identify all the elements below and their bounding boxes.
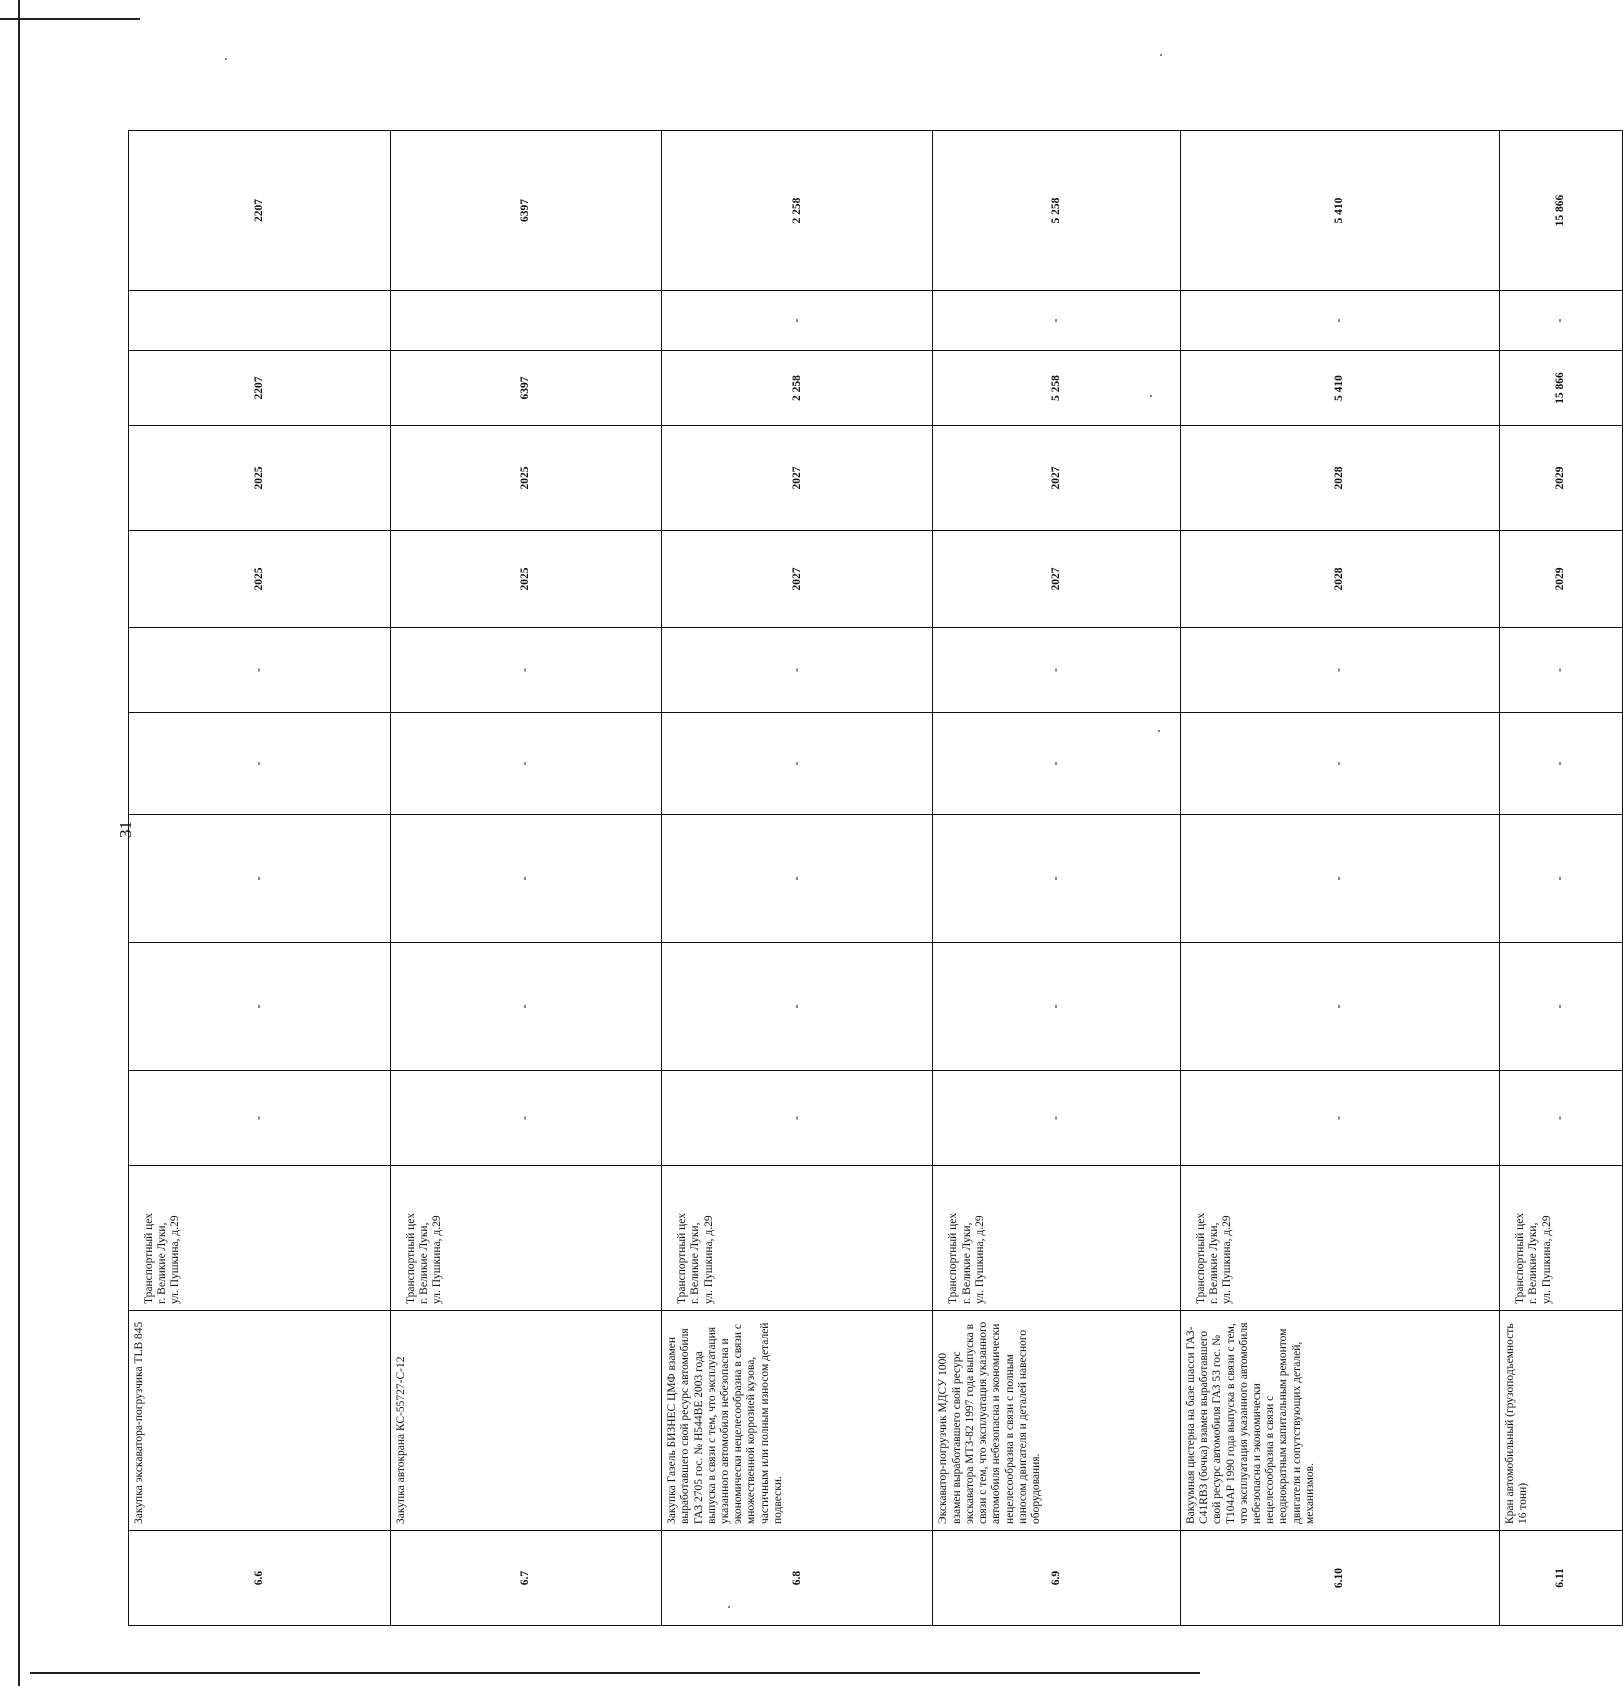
cell-location <box>933 1166 1180 1311</box>
cell-col6: - <box>1500 291 1623 351</box>
cell-col1: - <box>933 1071 1180 1166</box>
cell-description: Закупка Газель БИЗНЕС ЦМФ взамен выработавшего свой ресурс автомобиля ГАЗ 2705 гос. № Н544ВЕ 2003 года выпуска в связи с тем, что эксплуатация указанного автомобиля небезопасна и экономически нецелесообразна в связи с множественной коррозией кузова, частичным или полным износом деталей подвески. <box>662 1311 933 1531</box>
cell-total: 5 258 <box>933 131 1180 291</box>
cell-number: 6.11 <box>1500 1531 1623 1626</box>
cell-location <box>1180 1166 1499 1311</box>
cell-year-start: 2025 <box>129 531 391 628</box>
location-line: ул. Пушкина, д.29 <box>702 1215 715 1304</box>
cell-description: Кран автомобильный (грузоподъемность 16 тонн) <box>1500 1311 1623 1531</box>
table-row <box>1180 131 1499 1626</box>
scan-edge-left <box>18 0 20 1686</box>
scan-speck <box>225 58 227 60</box>
cell-col2: - <box>129 943 391 1071</box>
cell-amount: 6397 <box>390 351 661 426</box>
cell-col5: - <box>390 628 661 713</box>
cell-number: 6.10 <box>1180 1531 1499 1626</box>
cell-year-end: 2025 <box>129 426 391 531</box>
cell-col3: - <box>933 815 1180 943</box>
page-number: 31 <box>116 821 135 838</box>
location-line: Транспортный цех <box>404 1213 417 1304</box>
cell-col4: - <box>129 713 391 815</box>
location-line: ул. Пушкина, д.29 <box>1221 1215 1234 1304</box>
cell-description: Экскаватор-погрузчик МДСУ 1000 взамен выработавшего свой ресурс экскаватора МТЗ-82 1997 года выпуска в связи с тем, что эксплуатация указанного автомобиля небезопасна и экономически нецелесообразна в связи с полным износом двигателя и деталей навесного оборудования. <box>933 1311 1180 1531</box>
scan-speck <box>1160 54 1162 56</box>
table-row <box>662 131 933 1626</box>
cell-year-end: 2029 <box>1500 426 1623 531</box>
table-row <box>933 131 1180 1626</box>
cell-col1: - <box>1180 1071 1499 1166</box>
location-line: г. Великие Луки, <box>1527 1222 1540 1304</box>
cell-col2: - <box>390 943 661 1071</box>
cell-number: 6.6 <box>129 1531 391 1626</box>
location-line: Транспортный цех <box>1194 1213 1207 1304</box>
table-body <box>129 131 1623 1626</box>
table-row <box>129 131 391 1626</box>
cell-col1: - <box>390 1071 661 1166</box>
cell-col2: - <box>662 943 933 1071</box>
cell-year-end: 2027 <box>933 426 1180 531</box>
cell-col3: - <box>1180 815 1499 943</box>
cell-description: Закупка автокрана КС-55727-С-12 <box>390 1311 661 1531</box>
cell-location <box>1500 1166 1623 1311</box>
cell-year-start: 2028 <box>1180 531 1499 628</box>
cell-amount: 2207 <box>129 351 391 426</box>
scan-edge-bottom <box>30 1672 1200 1674</box>
location-line: Транспортный цех <box>676 1213 689 1304</box>
cell-description: Закупка экскаватора-погрузчика TLB 845 <box>129 1311 391 1531</box>
cell-col5: - <box>1180 628 1499 713</box>
cell-col5: - <box>662 628 933 713</box>
location-line: ул. Пушкина, д.29 <box>973 1215 986 1304</box>
location-line: ул. Пушкина, д.29 <box>1540 1215 1553 1304</box>
cell-col2: - <box>1180 943 1499 1071</box>
cell-col1: - <box>129 1071 391 1166</box>
location-line: г. Великие Луки, <box>1208 1222 1221 1304</box>
cell-col5: - <box>1500 628 1623 713</box>
cell-description: Вакуумная цистерна на базе шасси ГАЗ-С41RВЗ (бочка) взамен выработавшего свой ресурс автомобиля ГАЗ 53 гос. № Т104АР 1990 года выпуска в связи с тем, что эксплуатация указанного автомобиля небезопасна и экономически нецелесообразна в связи с неоднократным капитальным ремонтом двигателя и сопутствующих деталей, механизмов. <box>1180 1311 1499 1531</box>
cell-col2: - <box>933 943 1180 1071</box>
cell-total: 2207 <box>129 131 391 291</box>
location-line: г. Великие Луки, <box>417 1222 430 1304</box>
cell-location <box>390 1166 661 1311</box>
scan-speck <box>728 1606 730 1608</box>
cell-total: 2 258 <box>662 131 933 291</box>
cell-location <box>129 1166 391 1311</box>
location-line: ул. Пушкина, д.29 <box>431 1215 444 1304</box>
cell-location <box>662 1166 933 1311</box>
cell-col6: - <box>933 291 1180 351</box>
cell-col1: - <box>1500 1071 1623 1166</box>
cell-col3: - <box>129 815 391 943</box>
cell-col4: - <box>933 713 1180 815</box>
cell-amount: 5 258 <box>933 351 1180 426</box>
cell-col6: - <box>662 291 933 351</box>
location-line: г. Великие Луки, <box>156 1222 169 1304</box>
location-line: г. Великие Луки, <box>689 1222 702 1304</box>
cell-amount: 5 410 <box>1180 351 1499 426</box>
cell-col4: - <box>1180 713 1499 815</box>
investment-table <box>128 130 1623 1626</box>
table-row <box>390 131 661 1626</box>
location-line: Транспортный цех <box>143 1213 155 1304</box>
cell-number: 6.8 <box>662 1531 933 1626</box>
cell-col5: - <box>129 628 391 713</box>
cell-year-end: 2027 <box>662 426 933 531</box>
location-line: г. Великие Луки, <box>960 1222 973 1304</box>
cell-amount: 2 258 <box>662 351 933 426</box>
cell-col6 <box>129 291 391 351</box>
scan-edge-top <box>0 18 140 20</box>
cell-number: 6.9 <box>933 1531 1180 1626</box>
cell-year-start: 2027 <box>933 531 1180 628</box>
cell-col6: - <box>1180 291 1499 351</box>
cell-year-start: 2029 <box>1500 531 1623 628</box>
cell-col4: - <box>662 713 933 815</box>
cell-col3: - <box>1500 815 1623 943</box>
scan-speck <box>1150 395 1152 397</box>
cell-year-start: 2027 <box>662 531 933 628</box>
cell-col4: - <box>1500 713 1623 815</box>
location-line: Транспортный цех <box>1514 1213 1527 1304</box>
scan-speck <box>1158 730 1160 732</box>
cell-col1: - <box>662 1071 933 1166</box>
cell-total: 15 866 <box>1500 131 1623 291</box>
location-line: ул. Пушкина, д.29 <box>169 1215 182 1304</box>
cell-col4: - <box>390 713 661 815</box>
cell-amount: 15 866 <box>1500 351 1623 426</box>
cell-col6 <box>390 291 661 351</box>
cell-col5: - <box>933 628 1180 713</box>
table-row <box>1500 131 1623 1626</box>
cell-total: 6397 <box>390 131 661 291</box>
location-line: Транспортный цех <box>947 1213 960 1304</box>
cell-total: 5 410 <box>1180 131 1499 291</box>
cell-col3: - <box>662 815 933 943</box>
cell-col2: - <box>1500 943 1623 1071</box>
cell-year-start: 2025 <box>390 531 661 628</box>
cell-year-end: 2025 <box>390 426 661 531</box>
cell-number: 6.7 <box>390 1531 661 1626</box>
cell-year-end: 2028 <box>1180 426 1499 531</box>
cell-col3: - <box>390 815 661 943</box>
